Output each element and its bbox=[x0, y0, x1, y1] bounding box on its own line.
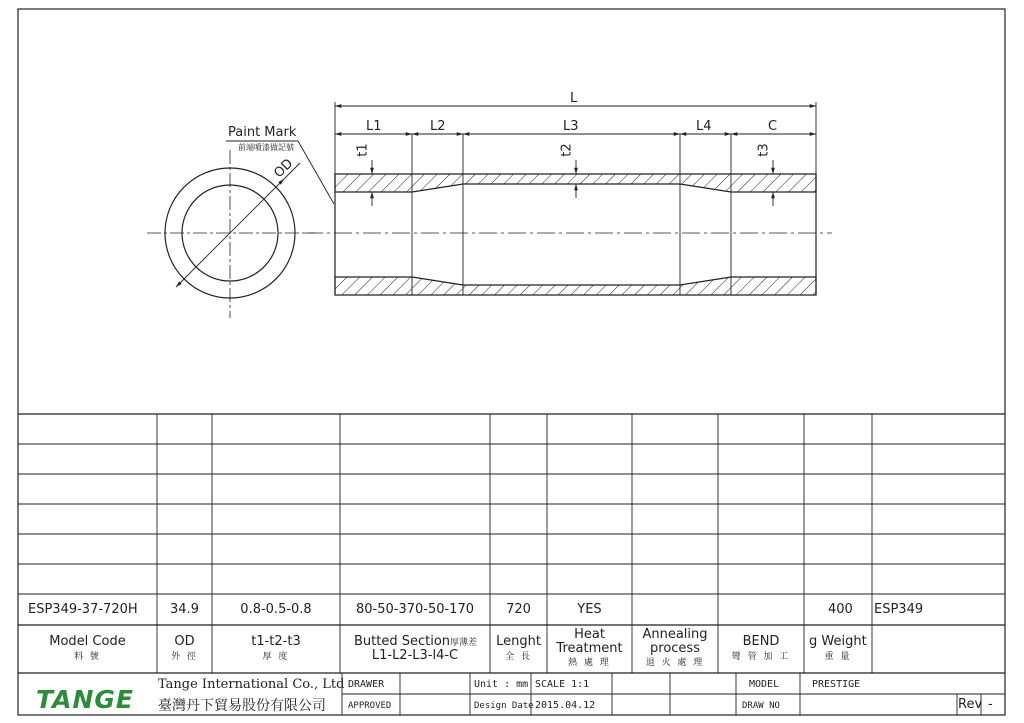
rev-label: Rev bbox=[958, 697, 983, 712]
title-block-grid bbox=[342, 673, 1005, 715]
company-name-en: Tange International Co., Ltd bbox=[158, 677, 345, 692]
header-butted-sub: L1-L2-L3-l4-C bbox=[371, 648, 459, 663]
value-od: 34.9 bbox=[170, 602, 199, 617]
header-anneal-zh: 退 火 處 理 bbox=[645, 658, 705, 668]
scale-label: SCALE 1:1 bbox=[535, 679, 590, 690]
dim-label-L4: L4 bbox=[696, 119, 712, 134]
header-butted-label: Butted Section bbox=[354, 634, 451, 649]
dim-label-L2: L2 bbox=[430, 119, 446, 134]
value-butted: 80-50-370-50-170 bbox=[355, 602, 474, 617]
tube-end-view bbox=[147, 150, 315, 318]
header-od-zh: 外 徑 bbox=[171, 652, 198, 662]
header-thickness: t1-t2-t3 bbox=[251, 634, 301, 649]
paint-mark-zh-label: 前端噴漆做記號 bbox=[238, 143, 294, 152]
thickness-label-t3: t3 bbox=[756, 143, 772, 157]
header-butted-zh: 厚薄差 bbox=[450, 638, 478, 648]
header-anneal-2: process bbox=[650, 641, 700, 656]
tange-logo: TANGE bbox=[36, 685, 134, 714]
header-od: OD bbox=[174, 634, 195, 649]
design-date-value: 2015.04.12 bbox=[535, 700, 596, 711]
header-weight: g Weight bbox=[809, 634, 867, 649]
model-value: PRESTIGE bbox=[812, 679, 861, 690]
od-label: OD bbox=[271, 156, 297, 182]
header-length-zh: 全 長 bbox=[505, 652, 532, 662]
dim-label-L1: L1 bbox=[366, 119, 382, 134]
header-heat-zh: 熱 處 理 bbox=[568, 658, 611, 668]
value-model-code: ESP349-37-720H bbox=[28, 602, 138, 617]
company-name-zh: 臺灣丹下貿易股份有限公司 bbox=[158, 698, 326, 714]
header-length: Lenght bbox=[496, 634, 541, 649]
dim-label-L: L bbox=[570, 91, 578, 106]
thickness-label-t1: t1 bbox=[355, 143, 371, 157]
header-heat-1: Heat bbox=[574, 627, 605, 642]
header-model-code-zh: 料 號 bbox=[74, 652, 101, 662]
draw-no-label: DRAW NO bbox=[742, 701, 780, 711]
header-weight-zh: 重 量 bbox=[824, 652, 852, 662]
approved-label: APPROVED bbox=[348, 701, 392, 711]
header-bend-zh: 彎 管 加 工 bbox=[731, 652, 791, 662]
rev-value: - bbox=[988, 697, 993, 712]
drawer-label: DRAWER bbox=[348, 679, 385, 690]
value-thickness: 0.8-0.5-0.8 bbox=[240, 602, 312, 617]
header-thickness-zh: 厚 度 bbox=[262, 652, 290, 662]
header-anneal-1: Annealing bbox=[642, 627, 708, 642]
value-weight: 400 bbox=[828, 602, 853, 617]
thickness-label-t2: t2 bbox=[559, 143, 575, 157]
design-date-label: Design Date bbox=[474, 701, 534, 711]
value-heat: YES bbox=[577, 602, 602, 617]
unit-label: Unit : mm bbox=[474, 679, 529, 690]
paint-mark-label: Paint Mark bbox=[228, 125, 297, 140]
dim-label-L3: L3 bbox=[563, 119, 579, 134]
header-bend: BEND bbox=[742, 634, 780, 649]
value-model: ESP349 bbox=[874, 602, 924, 617]
value-length: 720 bbox=[506, 602, 531, 617]
header-heat-2: Treatment bbox=[556, 641, 623, 656]
dim-label-C: C bbox=[768, 119, 778, 134]
header-model-code: Model Code bbox=[49, 634, 126, 649]
model-label: MODEL bbox=[749, 679, 780, 690]
